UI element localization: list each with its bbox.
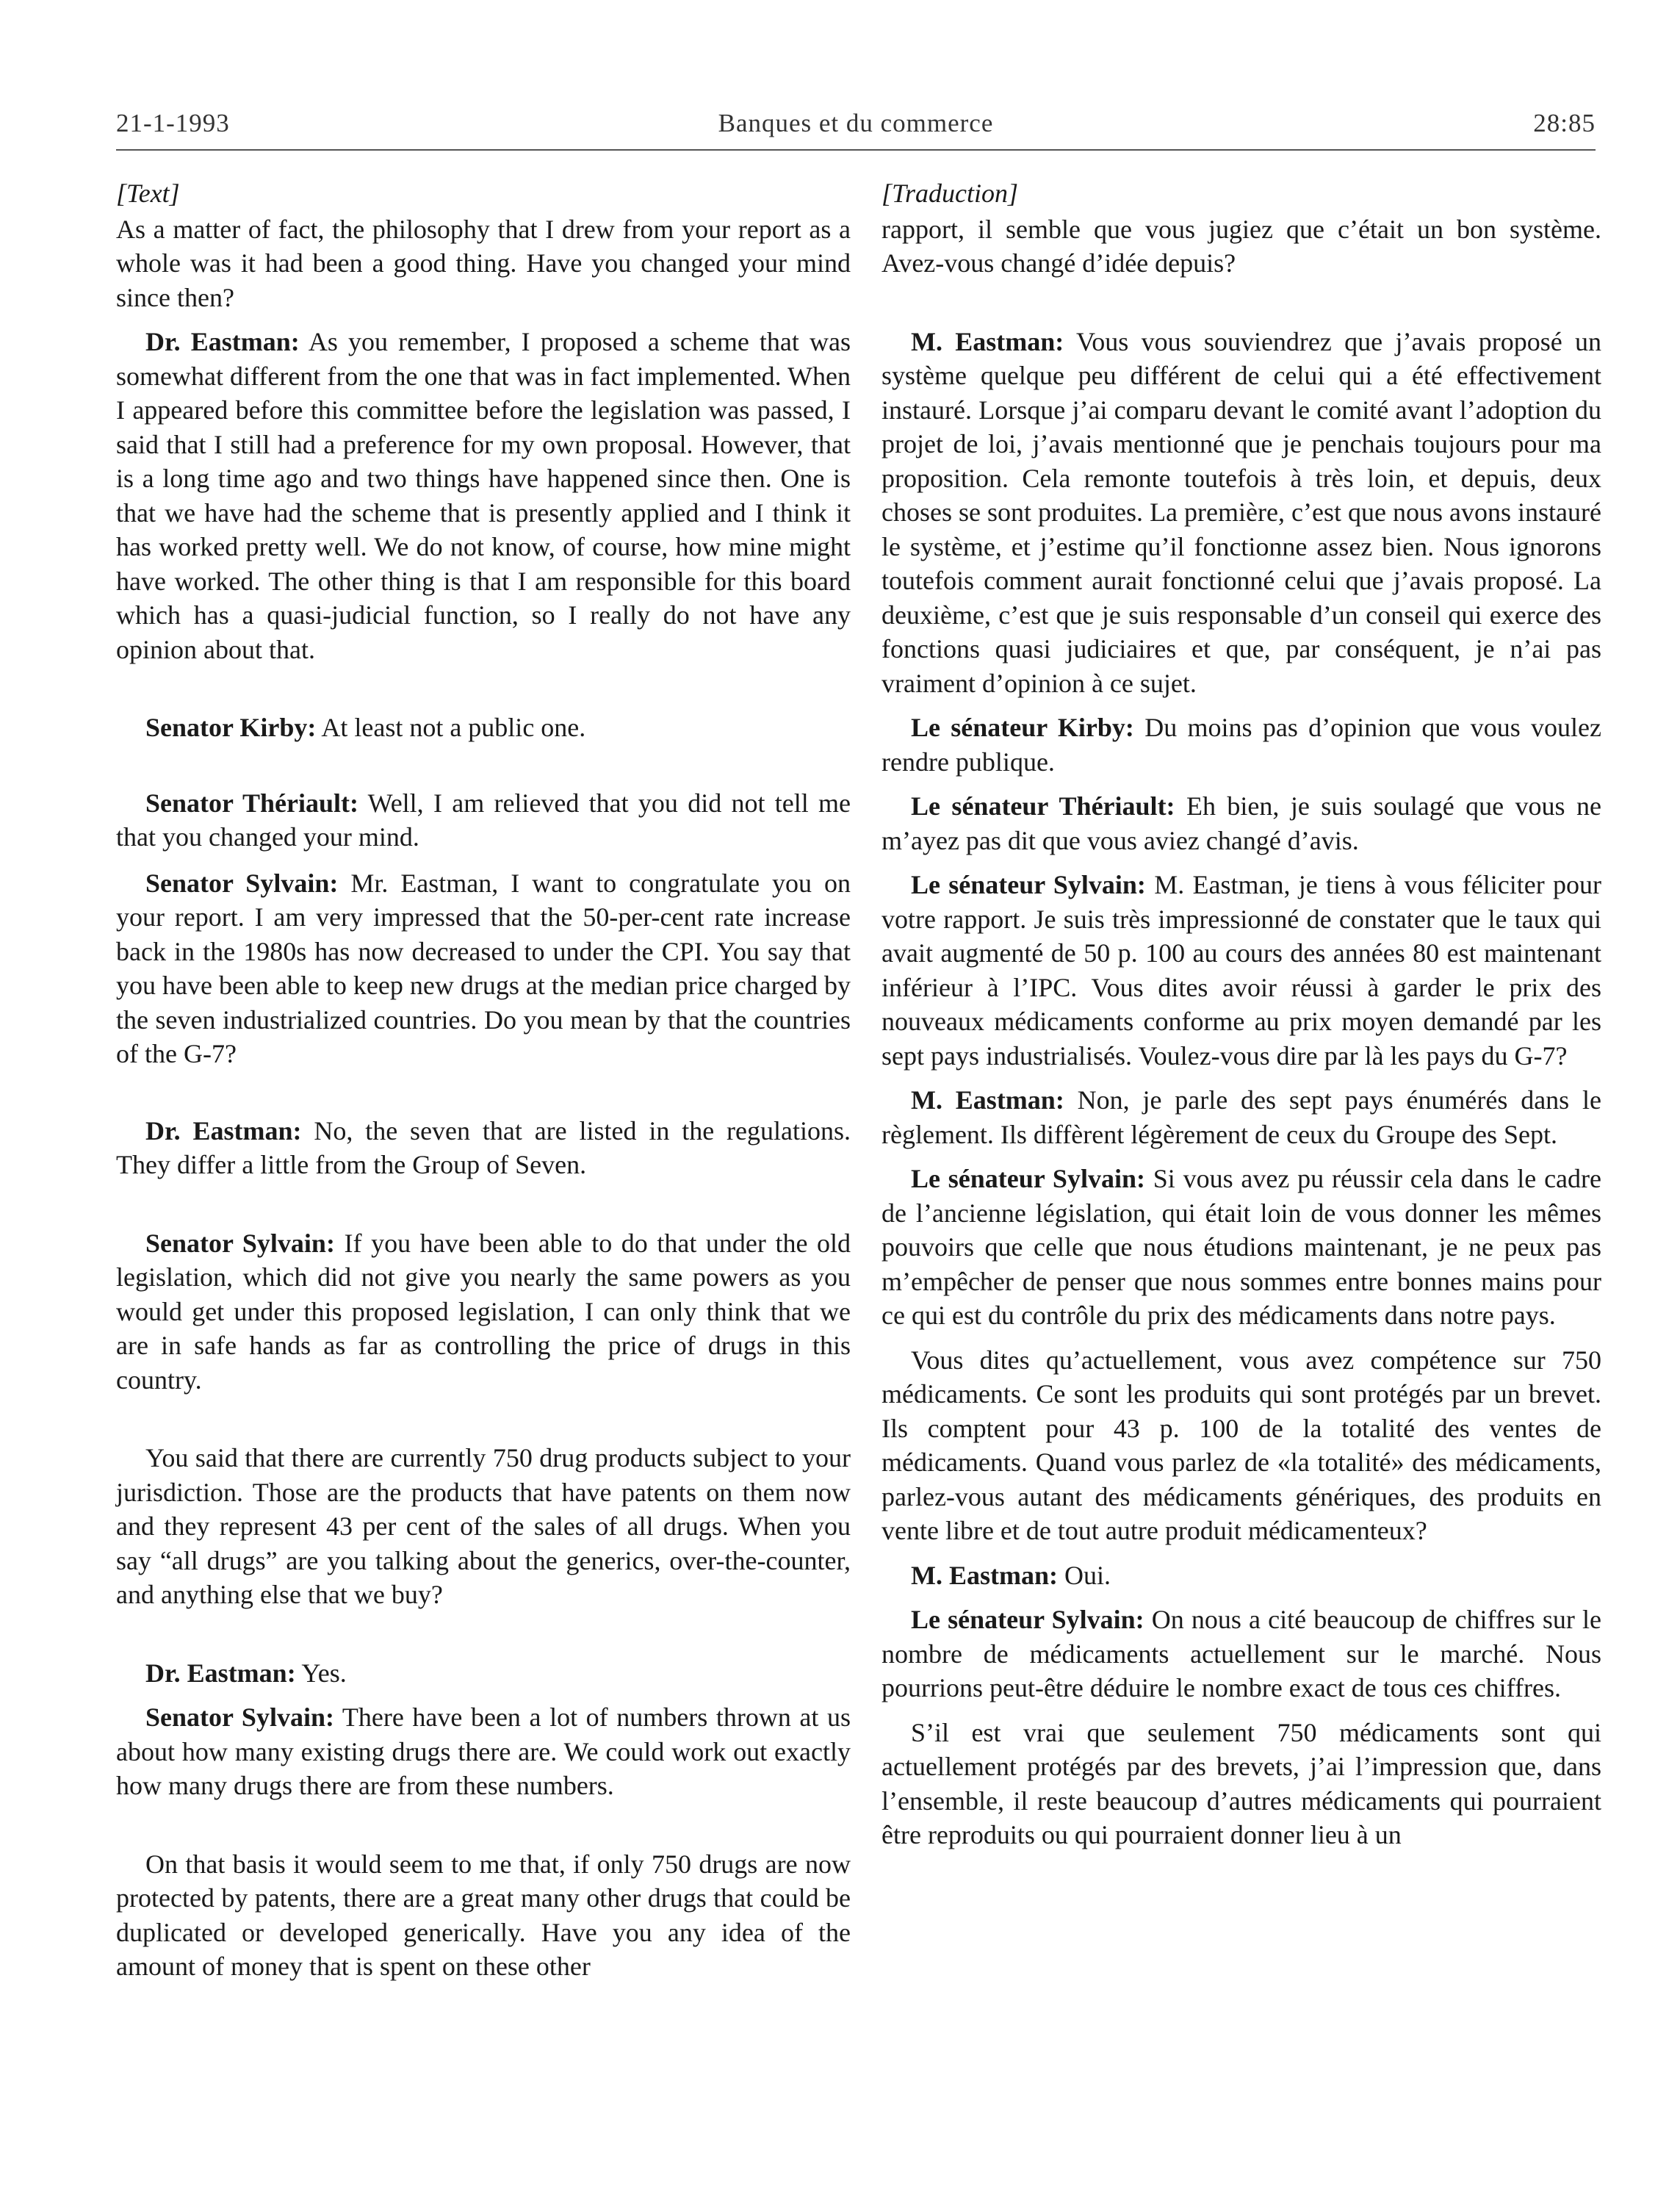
paragraph-text: There have been a lot of numbers thrown at us about how many existing drugs there are. We could work out exactly how many drugs there are from these numbers.: [116, 1702, 851, 1800]
french-column: [882, 176, 1601, 1852]
paragraph: [882, 1343, 1601, 1548]
paragraph-text: Du moins pas d’opinion que vous voulez rendre publique.: [882, 713, 1601, 777]
paragraph-text: rapport, il semble que vous jugiez que c’était un bon système. Avez-vous changé d’idée depuis?: [882, 214, 1601, 278]
paragraph: [882, 1716, 1601, 1852]
speaker-name: Le sénateur Kirby:: [911, 713, 1134, 742]
speaker-name: Senator Sylvain:: [145, 1228, 335, 1258]
paragraph: [116, 786, 851, 855]
paragraph-text: Oui.: [1058, 1560, 1111, 1590]
paragraph: [116, 1656, 851, 1691]
speaker-name: Senator Kirby:: [145, 713, 317, 742]
header-date: 21-1-1993: [116, 109, 230, 137]
paragraph-text: Vous vous souviendrez que j’avais proposé un système quelque peu différent de celui qui a été effectivement instauré. Lorsque j’ai comparu devant le comité avant l’adoption du projet de loi, j’avais mentionné que je penchais toujours pour ma proposition. Cela remonte toutefois à très loin, et depuis, deux choses se sont produites. La première, c’est que nous avons instauré le système, et j’estime qu’il fonctionne assez bien. Nous ignorons toutefois comment aurait fonctionné celui que j’avais proposé. La deuxième, c’est que je suis responsable d’un conseil qui exerce des fonctions quasi judiciaires et que, par conséquent, je n’ai pas vraiment d’opinion à ce sujet.: [882, 326, 1601, 698]
paragraph: [116, 1847, 851, 1984]
paragraph-text: Si vous avez pu réussir cela dans le cadre de l’ancienne législation, qui était loin de vous donner les mêmes pouvoirs que celle que nous étudions maintenant, je ne peux pas m’empêcher de penser que nous sommes entre bonnes mains pour ce qui est du contrôle du prix des médicaments dans notre pays.: [882, 1164, 1601, 1330]
paragraph: [116, 1441, 851, 1612]
paragraph-text: Well, I am relieved that you did not tell me that you changed your mind.: [116, 788, 851, 852]
speaker-name: Le sénateur Sylvain:: [911, 870, 1146, 899]
speaker-name: Le sénateur Thériault:: [911, 791, 1175, 821]
paragraph: [882, 711, 1601, 779]
paragraph-text: As you remember, I proposed a scheme that was somewhat different from the one that was in fact implemented. When I appeared before this committee before the legislation was passed, I said that I still had a preference for my own proposal. However, that is a long time ago and two things have happened since then. One is that we have had the scheme that is presently applied and I think it has worked pretty well. We do not know, of course, how mine might have worked. The other thing is that I am responsible for this board which has a quasi-judicial function, so I really do not have any opinion about that.: [116, 327, 851, 664]
paragraph-text: Yes.: [295, 1658, 347, 1688]
paragraph-text: M. Eastman, je tiens à vous féliciter pour votre rapport. Je suis très impressionné de constater que le taux qui avait augmenté de 50 p. 100 au cours des années 80 est maintenant inférieur à l’IPC. Vous dites avoir réussi à garder le prix des nouveaux médicaments conforme au prix moyen demandé par les sept pays industrialisés. Voulez-vous dire par là les pays du G-7?: [882, 870, 1601, 1071]
paragraph: [882, 1162, 1601, 1333]
paragraph-text: S’il est vrai que seulement 750 médicaments sont qui actuellement protégés par des brevets, j’ai l’impression que, dans l’ensemble, il reste beaucoup d’autres médicaments qui pourraient être reproduits ou qui pourraient donner lieu à un: [882, 1717, 1601, 1849]
paragraph: [116, 711, 851, 745]
speaker-name: Dr. Eastman:: [145, 1658, 296, 1688]
speaker-name: Senator Sylvain:: [145, 868, 339, 898]
paragraph: [116, 1114, 851, 1182]
paragraph: [116, 1700, 851, 1803]
page-number: 28:85: [1533, 109, 1596, 137]
paragraph-text: If you have been able to do that under the old legislation, which did not give you nearly the same powers as you would get under this proposed legislation, I can only think that we are in safe hands as far as controlling the price of drugs in this country.: [116, 1228, 851, 1395]
speaker-name: Le sénateur Sylvain:: [911, 1164, 1145, 1193]
paragraph-text: Eh bien, je suis soulagé que vous ne m’ayez pas dit que vous aviez changé d’avis.: [882, 791, 1601, 855]
speaker-name: M. Eastman:: [911, 1560, 1058, 1590]
paragraph-text: Non, je parle des sept pays énumérés dans le règlement. Ils diffèrent légèrement de ceux du Groupe des Sept.: [882, 1085, 1601, 1149]
paragraph: [116, 325, 851, 666]
language-tag: [Traduction]: [882, 179, 1019, 208]
header-title: Banques et du commerce: [718, 109, 994, 137]
speaker-name: Senator Thériault:: [145, 788, 358, 818]
speaker-name: M. Eastman:: [911, 1085, 1064, 1115]
paragraph: [882, 212, 1601, 281]
language-tag: [Text]: [116, 179, 180, 208]
paragraph-text: No, the seven that are listed in the regulations. They differ a little from the Group of Seven.: [116, 1115, 851, 1179]
paragraph: [882, 1603, 1601, 1705]
paragraph: [882, 868, 1601, 1073]
speaker-name: Dr. Eastman:: [145, 1115, 302, 1146]
paragraph: [882, 1083, 1601, 1151]
paragraph: [116, 1226, 851, 1398]
paragraph: [882, 789, 1601, 857]
speaker-name: M. Eastman:: [911, 326, 1064, 356]
paragraph: [882, 325, 1601, 701]
paragraph-text: As a matter of fact, the philosophy that I drew from your report as a whole was it had been a good thing. Have you changed your mind since then?: [116, 214, 851, 312]
paragraph-text: Mr. Eastman, I want to congratulate you on your report. I am very impressed that the 50-per-cent rate increase back in the 1980s has now decreased to under the CPI. You say that you have been able to keep new drugs at the median price charged by the seven industrialized countries. Do you mean by that the countries of the G-7?: [116, 868, 851, 1068]
english-column: [116, 176, 851, 1984]
paragraph: [116, 866, 851, 1071]
speaker-name: Le sénateur Sylvain:: [911, 1605, 1144, 1634]
paragraph-text: You said that there are currently 750 drug products subject to your jurisdiction. Those are the products that have patents on them now and they represent 43 per cent of the sales of all drugs. When you say “all drugs” are you talking about the generics, over-the-counter, and anything else that we buy?: [116, 1443, 851, 1609]
speaker-name: Dr. Eastman:: [145, 327, 300, 356]
paragraph-text: At least not a public one.: [316, 713, 586, 742]
paragraph-text: On nous a cité beaucoup de chiffres sur le nombre de médicaments actuellement sur le marché. Nous pourrions peut-être déduire le nombre exact de tous ces chiffres.: [882, 1605, 1602, 1702]
paragraph: [116, 212, 851, 315]
paragraph-text: Vous dites qu’actuellement, vous avez compétence sur 750 médicaments. Ce sont les produits qui sont protégés par un brevet. Ils comptent pour 43 p. 100 de la totalité des ventes de médicaments. Quand vous parlez de «la totalité» des médicaments, parlez-vous autant des médicaments génériques, des produits en vente libre et de tout autre produit médicamenteux?: [882, 1345, 1601, 1545]
header-rule: [116, 149, 1596, 151]
paragraph: [882, 1558, 1601, 1593]
page-header: [116, 103, 1596, 147]
speaker-name: Senator Sylvain:: [145, 1702, 334, 1732]
paragraph-text: On that basis it would seem to me that, if only 750 drugs are now protected by patents, there are a great many other drugs that could be duplicated or developed generically. Have you any idea of the amount of money that is spent on these other: [116, 1849, 851, 1981]
